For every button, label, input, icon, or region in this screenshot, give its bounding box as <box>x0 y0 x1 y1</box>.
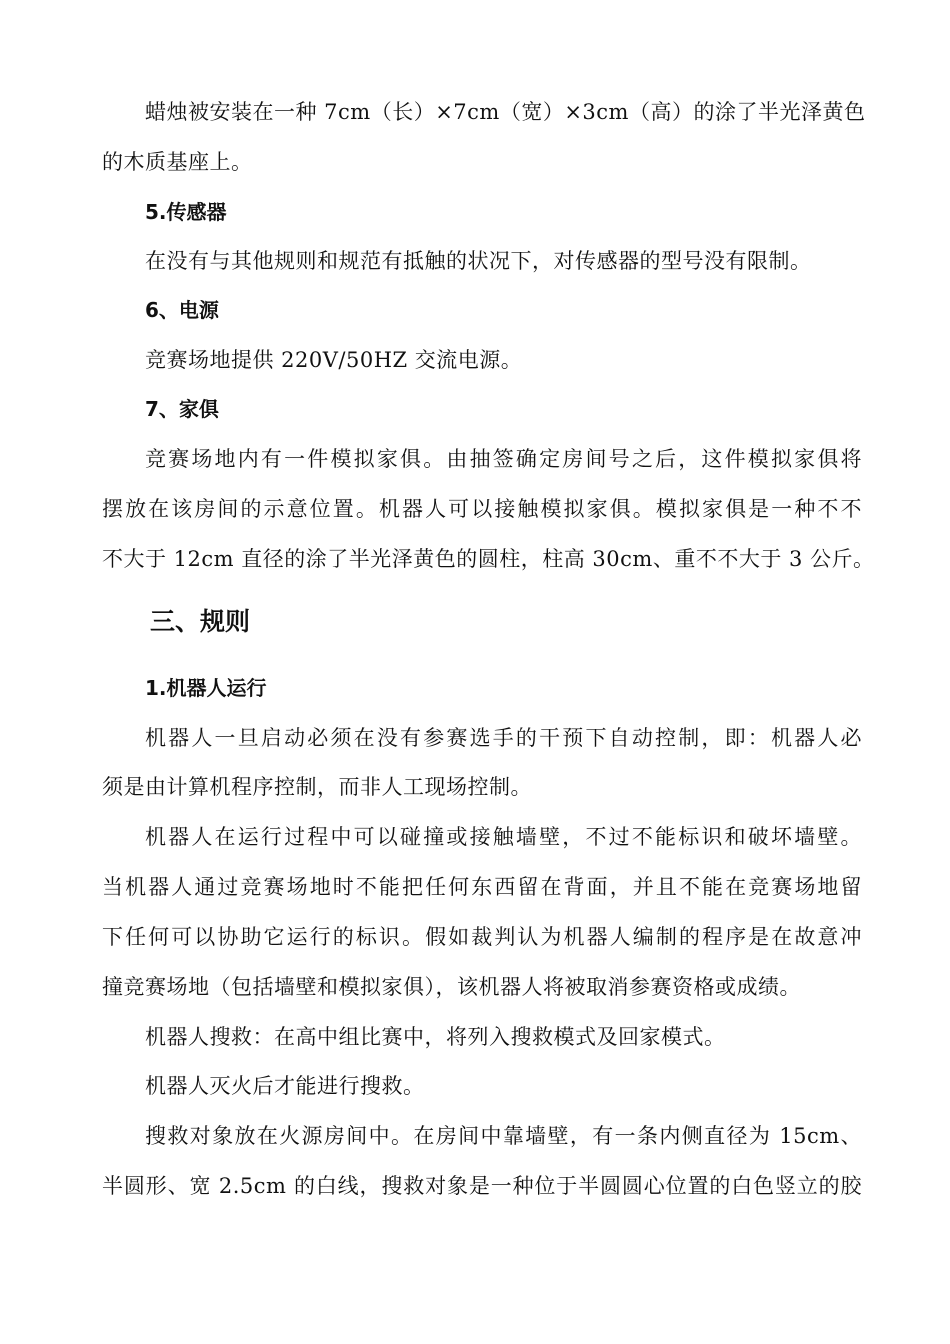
chapter-heading-rules: 三、规则 <box>150 607 251 636</box>
paragraph-line: 下任何可以协助它运行的标识。假如裁判认为机器人编制的程序是在故意冲 <box>102 925 862 949</box>
paragraph-line: 在没有与其他规则和规范有抵触的状况下，对传感器的型号没有限制。 <box>145 249 812 273</box>
paragraph-line: 搜救对象放在火源房间中。在房间中靠墙壁，有一条内侧直径为 15cm、 <box>145 1124 862 1148</box>
paragraph-line: 机器人一旦启动必须在没有参赛选手的干预下自动控制，即：机器人必 <box>145 726 862 750</box>
section-heading-power: 6、电源 <box>145 298 219 322</box>
section-heading-furniture: 7、家俱 <box>145 397 219 421</box>
paragraph-line: 机器人在运行过程中可以碰撞或接触墙壁，不过不能标识和破坏墙壁。 <box>145 825 862 849</box>
paragraph-line: 机器人搜救：在高中组比赛中，将列入搜救模式及回家模式。 <box>145 1025 726 1049</box>
paragraph-line: 半圆形、宽 2.5cm 的白线，搜救对象是一种位于半圆圆心位置的白色竖立的胶 <box>102 1174 862 1198</box>
section-heading-sensor: 5.传感器 <box>145 200 227 224</box>
paragraph-line: 的木质基座上。 <box>102 150 253 174</box>
paragraph-line: 竞赛场地提供 220V/50HZ 交流电源。 <box>145 348 523 372</box>
paragraph-line: 当机器人通过竞赛场地时不能把任何东西留在背面，并且不能在竞赛场地留 <box>102 875 862 899</box>
paragraph-line: 不大于 12cm 直径的涂了半光泽黄色的圆柱，柱高 30cm、重不不大于 3 公斤。 <box>102 547 875 571</box>
paragraph-line: 摆放在该房间的示意位置。机器人可以接触模拟家俱。模拟家俱是一种不不 <box>102 497 862 521</box>
paragraph-line: 撞竞赛场地（包括墙壁和模拟家俱），该机器人将被取消参赛资格或成绩。 <box>102 975 801 999</box>
paragraph-line: 须是由计算机程序控制，而非人工现场控制。 <box>102 775 532 799</box>
paragraph-line: 机器人灭火后才能进行搜救。 <box>145 1074 425 1098</box>
paragraph-line: 竞赛场地内有一件模拟家俱。由抽签确定房间号之后，这件模拟家俱将 <box>145 447 862 471</box>
section-heading-robot-operation: 1.机器人运行 <box>145 676 267 700</box>
paragraph-line: 蜡烛被安装在一种 7cm（长）×7cm（宽）×3cm（高）的涂了半光泽黄色 <box>145 100 866 124</box>
